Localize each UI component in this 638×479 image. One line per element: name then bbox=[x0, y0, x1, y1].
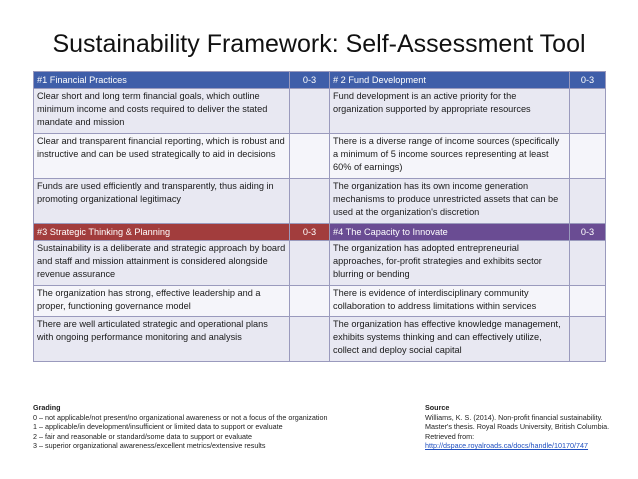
criterion-cell: Clear short and long term financial goals, which outline minimum income and costs required to deliver the stated mandate and mission bbox=[34, 89, 290, 134]
grading-heading: Grading bbox=[33, 403, 61, 412]
table-row bbox=[34, 89, 606, 134]
section-3-header: #3 Strategic Thinking & Planning bbox=[34, 224, 290, 241]
score-cell[interactable] bbox=[570, 179, 606, 224]
header-row-2 bbox=[34, 224, 606, 241]
section-2-header: # 2 Fund Development bbox=[330, 72, 570, 89]
header-row-1 bbox=[34, 72, 606, 89]
score-cell[interactable] bbox=[290, 241, 330, 286]
table-row bbox=[34, 241, 606, 286]
section-3-score-label: 0-3 bbox=[290, 224, 330, 241]
page-title: Sustainability Framework: Self-Assessment Tool bbox=[52, 30, 586, 58]
grading-line: 3 – superior organizational awareness/excellent metrics/extensive results bbox=[33, 441, 266, 451]
grading-legend bbox=[33, 403, 393, 451]
score-cell[interactable] bbox=[570, 286, 606, 317]
score-cell[interactable] bbox=[570, 89, 606, 134]
criterion-cell: The organization has effective knowledge management, exhibits systems thinking and can effectively utilize, collect and deploy social capital bbox=[330, 317, 570, 362]
grading-line: 1 – applicable/in development/insufficient or limited data to support or evaluate bbox=[33, 422, 283, 432]
source-heading: Source bbox=[425, 403, 450, 412]
section-4-header: #4 The Capacity to Innovate bbox=[330, 224, 570, 241]
source-citation bbox=[425, 403, 610, 451]
criterion-cell: There is evidence of interdisciplinary community collaboration to address limitations within services bbox=[330, 286, 570, 317]
criterion-cell: The organization has its own income generation mechanisms to produce unrestricted assets that can be used at the organization's discretion bbox=[330, 179, 570, 224]
criterion-cell: Sustainability is a deliberate and strategic approach by board and staff and mission attainment is considered alongside revenue assurance bbox=[34, 241, 290, 286]
grading-line: 2 – fair and reasonable or standard/some data to support or evaluate bbox=[33, 431, 252, 441]
score-cell[interactable] bbox=[290, 134, 330, 179]
score-cell[interactable] bbox=[290, 286, 330, 317]
score-cell[interactable] bbox=[290, 179, 330, 224]
criterion-cell: Clear and transparent financial reporting, which is robust and instructive and can be used strategically to aid in decisions bbox=[34, 134, 290, 179]
section-2-score-label: 0-3 bbox=[570, 72, 606, 89]
criterion-cell: Fund development is an active priority for the organization supported by appropriate resources bbox=[330, 89, 570, 134]
table-row bbox=[34, 134, 606, 179]
source-link[interactable]: http://dspace.royalroads.ca/docs/handle/10170/747 bbox=[425, 441, 589, 451]
score-cell[interactable] bbox=[290, 317, 330, 362]
score-cell[interactable] bbox=[290, 89, 330, 134]
score-cell[interactable] bbox=[570, 134, 606, 179]
criterion-cell: Funds are used efficiently and transparently, thus aiding in promoting organizational legitimacy bbox=[34, 179, 290, 224]
section-1-header: #1 Financial Practices bbox=[34, 72, 290, 89]
criterion-cell: There are well articulated strategic and operational plans with ongoing performance monitoring and analysis bbox=[34, 317, 290, 362]
table-row bbox=[34, 179, 606, 224]
table-row bbox=[34, 286, 606, 317]
assessment-table bbox=[33, 71, 606, 362]
source-text: Williams, K. S. (2014). Non-profit financial sustainability. Master's thesis. Royal Roads University, British Columbia. Retrieved from: bbox=[425, 412, 610, 441]
section-1-score-label: 0-3 bbox=[290, 72, 330, 89]
section-4-score-label: 0-3 bbox=[570, 224, 606, 241]
grading-line: 0 – not applicable/not present/no organizational awareness or not a focus of the organization bbox=[33, 412, 328, 422]
criterion-cell: The organization has adopted entrepreneurial approaches, for-profit strategies and exhibits sector blurring or bending bbox=[330, 241, 570, 286]
score-cell[interactable] bbox=[570, 241, 606, 286]
score-cell[interactable] bbox=[570, 317, 606, 362]
table-row bbox=[34, 317, 606, 362]
criterion-cell: There is a diverse range of income sources (specifically a minimum of 5 income sources representing at least 60% of earnings) bbox=[330, 134, 570, 179]
criterion-cell: The organization has strong, effective leadership and a proper, functioning governance model bbox=[34, 286, 290, 317]
